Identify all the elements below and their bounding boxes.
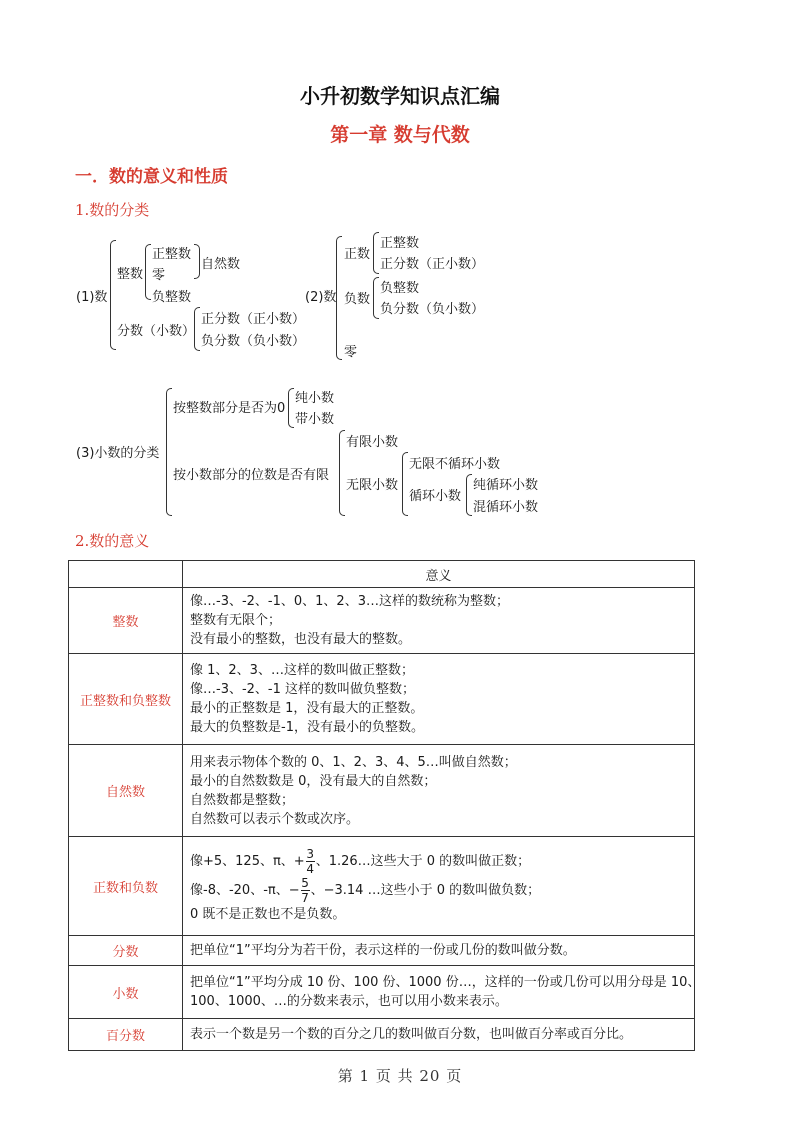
tree1-positive-fraction: 正分数（正小数）	[201, 312, 306, 327]
description-line: 整数有无限个；	[190, 613, 282, 628]
table-row	[69, 588, 695, 654]
description-line: 表示一个数是另一个数的百分之几的数叫做百分数，也叫做百分率或百分比。	[190, 1027, 633, 1042]
meaning-table	[68, 560, 701, 1051]
row-term: 百分数	[69, 1019, 183, 1051]
tree3-root-label: (3)小数的分类	[76, 446, 160, 461]
tree1-zero: 零	[152, 268, 166, 283]
tree1-brace	[110, 240, 116, 350]
tree2-negative: 负数	[344, 292, 371, 307]
fraction-five-sevenths	[301, 876, 310, 905]
row-description	[183, 837, 695, 936]
row-term: 分数	[69, 936, 183, 966]
description-line: 像…-3、-2、-1、0、1、2、3…这样的数统称为整数；	[190, 594, 509, 609]
table-row	[69, 966, 695, 1019]
row-description	[183, 966, 701, 1019]
fraction-three-quarters	[306, 847, 315, 876]
section-title: 一．数的意义和性质	[75, 167, 228, 187]
fraction-denominator: 4	[306, 862, 315, 876]
tree3-mixed-decimal: 带小数	[295, 412, 335, 427]
description-line: 自然数可以表示个数或次序。	[190, 811, 360, 827]
table-row	[69, 745, 695, 837]
description-line: 最大的负整数是-1，没有最小的负整数。	[190, 720, 424, 735]
row-description	[183, 588, 695, 654]
description-line	[190, 847, 688, 876]
negative-text-a: 像-8、-20、-π、−	[190, 883, 300, 898]
row-term: 正整数和负整数	[69, 654, 183, 745]
tree2-negative-integer: 负整数	[380, 281, 420, 296]
tree2-negative-brace	[373, 277, 379, 319]
description-line: 没有最小的整数，也没有最大的整数。	[190, 632, 412, 647]
row-description	[183, 745, 695, 837]
row-term: 正数和负数	[69, 837, 183, 936]
tree2-root-label: (2)数	[305, 290, 337, 305]
tree3-repeating-brace	[466, 474, 472, 516]
positive-text-b: 、1.26…这些大于 0 的数叫做正数；	[315, 854, 531, 869]
tree1-positive-integer: 正整数	[152, 247, 192, 262]
tree2-positive-brace	[373, 232, 379, 274]
positive-text-a: 像+5、125、π、+	[190, 854, 305, 869]
description-line: 把单位“1”平均分为若干份，表示这样的一份或几份的数叫做分数。	[190, 943, 576, 958]
tree2-positive-integer: 正整数	[380, 236, 420, 251]
table-row	[69, 1019, 695, 1051]
tree3-finite-decimal: 有限小数	[346, 435, 399, 450]
tree1-integer-brace	[145, 244, 151, 300]
description-line: 自然数都是整数；	[190, 792, 295, 808]
tree1-natural-number: 自然数	[201, 257, 241, 272]
tree1-integer: 整数	[117, 267, 144, 282]
fraction-numerator: 5	[301, 876, 309, 890]
row-term: 小数	[69, 966, 183, 1019]
tree1-natural-brace	[194, 244, 200, 279]
description-line: 100、1000、…的分数来表示，也可以用小数来表示。	[190, 994, 508, 1009]
tree2-positive-fraction: 正分数（正小数）	[380, 257, 485, 272]
tree3-non-repeating: 无限不循环小数	[409, 457, 501, 472]
subsection-meaning: 2.数的意义	[75, 532, 150, 550]
tree3-brace	[166, 388, 172, 516]
page-footer: 第 1 页 共 20 页	[337, 1067, 463, 1085]
table-header-row	[69, 561, 695, 588]
tree2-positive: 正数	[344, 247, 371, 262]
description-line: 像 1、2、3、…这样的数叫做正整数；	[190, 663, 414, 678]
subsection-classification: 1.数的分类	[75, 201, 150, 219]
negative-text-b: 、−3.14 …这些小于 0 的数叫做负数；	[310, 883, 541, 898]
document-title: 小升初数学知识点汇编	[300, 84, 500, 108]
tree2-zero: 零	[344, 345, 358, 360]
tree3-pure-repeating: 纯循环小数	[473, 478, 539, 493]
tree3-mixed-repeating: 混循环小数	[473, 500, 539, 515]
tree1-fraction: 分数（小数）	[117, 324, 196, 339]
tree3-pure-decimal: 纯小数	[295, 391, 335, 406]
tree2-negative-fraction: 负分数（负小数）	[380, 302, 485, 317]
tree3-repeating: 循环小数	[409, 489, 462, 504]
tree3-by-integer-part: 按整数部分是否为0	[173, 401, 286, 416]
description-line: 像…-3、-2、-1 这样的数叫做负整数；	[190, 682, 416, 697]
tree3-by-decimal-digits: 按小数部分的位数是否有限	[173, 468, 330, 483]
table-header-empty	[69, 561, 183, 588]
table-row	[69, 654, 695, 745]
table-row	[69, 837, 695, 936]
tree3-decimal-brace	[339, 430, 345, 516]
tree3-infinite-decimal: 无限小数	[346, 478, 399, 493]
description-line: 最小的正整数是 1，没有最大的正整数。	[190, 701, 424, 716]
description-line: 最小的自然数数是 0，没有最大的自然数；	[190, 773, 437, 789]
tree1-fraction-brace	[194, 307, 200, 351]
row-term: 整数	[69, 588, 183, 654]
row-description	[183, 936, 695, 966]
tree1-root-label: (1)数	[76, 290, 108, 305]
description-line: 把单位“1”平均分成 10 份、100 份、1000 份…，这样的一份或几份可以用分母是 10、	[190, 975, 701, 990]
description-line: 0 既不是正数也不是负数。	[190, 907, 346, 922]
chapter-title: 第一章 数与代数	[330, 124, 470, 146]
tree3-infinite-brace	[402, 452, 408, 516]
tree2-brace	[336, 236, 342, 360]
fraction-denominator: 7	[301, 891, 309, 905]
row-term: 自然数	[69, 745, 183, 837]
description-line	[190, 876, 688, 905]
table-row	[69, 936, 695, 966]
table-header-meaning: 意义	[183, 561, 695, 588]
row-description	[183, 654, 695, 745]
fraction-numerator: 3	[306, 847, 315, 861]
tree1-negative-integer: 负整数	[152, 290, 192, 305]
description-line: 用来表示物体个数的 0、1、2、3、4、5…叫做自然数；	[190, 754, 517, 770]
tree1-negative-fraction: 负分数（负小数）	[201, 334, 306, 349]
tree3-integer-brace	[288, 388, 294, 428]
row-description	[183, 1019, 695, 1051]
